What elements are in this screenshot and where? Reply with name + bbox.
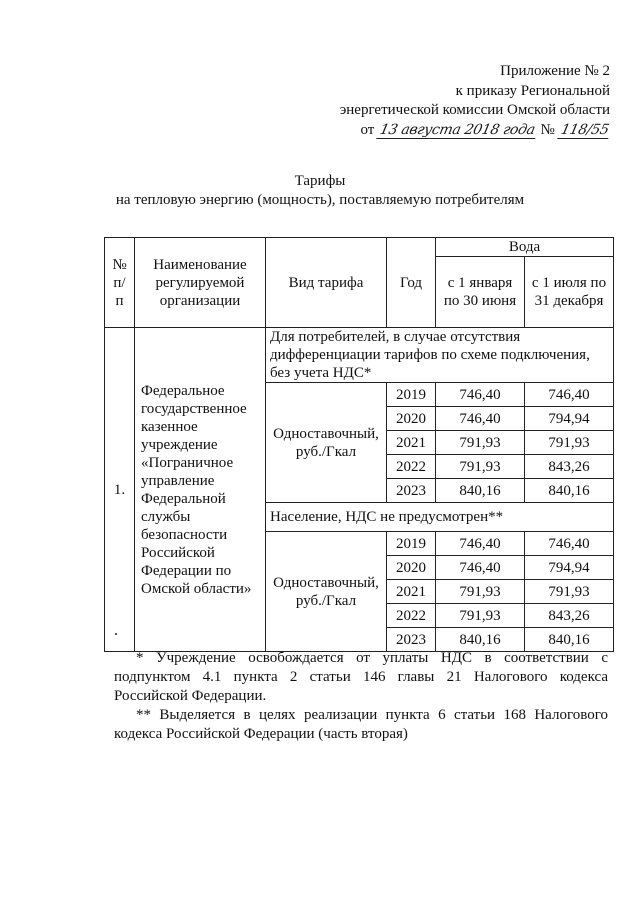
- tariff-table: [104, 237, 614, 652]
- organization-name: Федеральное государственное казенное учреждение «Пограничное управление Федеральной службы безопасности Российской Федерации по Омской области»: [135, 328, 266, 652]
- col-header-period-2: с 1 июля по 31 декабря: [525, 257, 614, 328]
- year-cell: 2019: [387, 532, 436, 556]
- col-header-year: Год: [387, 238, 436, 328]
- year-cell: 2022: [387, 604, 436, 628]
- value-period-2: 840,16: [525, 628, 614, 652]
- year-cell: 2023: [387, 479, 436, 503]
- value-period-1: 791,93: [436, 580, 525, 604]
- value-period-1: 840,16: [436, 479, 525, 503]
- col-header-water: Вода: [436, 238, 614, 257]
- document-title: [0, 172, 640, 210]
- value-period-1: 791,93: [436, 604, 525, 628]
- year-cell: 2021: [387, 580, 436, 604]
- value-period-1: 840,16: [436, 628, 525, 652]
- row-number: 1.: [105, 328, 135, 652]
- title-subtitle: на тепловую энергию (мощность), поставляемую потребителям: [115, 192, 525, 208]
- value-period-2: 794,94: [525, 556, 614, 580]
- document-header: [340, 62, 610, 140]
- value-period-1: 791,93: [436, 455, 525, 479]
- year-cell: 2020: [387, 556, 436, 580]
- col-header-number: № п/ п: [105, 238, 135, 328]
- group-label: Для потребителей, в случае отсутствия дифференциации тарифов по схеме подключения, без учета НДС*: [266, 328, 614, 383]
- from-label: от: [360, 121, 375, 138]
- order-reference: к приказу Региональной: [455, 82, 610, 99]
- table-header-row: [105, 238, 614, 257]
- footnotes: [114, 649, 608, 744]
- value-period-1: 746,40: [436, 556, 525, 580]
- title-main: Тарифы: [294, 173, 346, 189]
- value-period-2: 791,93: [525, 431, 614, 455]
- value-period-1: 791,93: [436, 431, 525, 455]
- col-header-period-1: с 1 января по 30 июня: [436, 257, 525, 328]
- footnote-1: * Учреждение освобождается от уплаты НДС в соответствии с подпунктом 4.1 пункта 2 статьи 146 главы 21 Налогового кодекса Российской Федерации.: [114, 650, 608, 704]
- year-cell: 2023: [387, 628, 436, 652]
- group-row: [105, 328, 614, 383]
- value-period-1: 746,40: [436, 532, 525, 556]
- year-cell: 2020: [387, 407, 436, 431]
- value-period-2: 840,16: [525, 479, 614, 503]
- value-period-2: 791,93: [525, 580, 614, 604]
- tariff-kind: Одноставочный, руб./Гкал: [266, 532, 387, 652]
- tariff-kind: Одноставочный, руб./Гкал: [266, 383, 387, 503]
- value-period-1: 746,40: [436, 383, 525, 407]
- appendix-label: Приложение № 2: [500, 63, 610, 79]
- order-date-line: [340, 121, 610, 141]
- handwritten-order-number: 118/55: [557, 122, 612, 139]
- value-period-2: 746,40: [525, 532, 614, 556]
- commission-name: энергетической комиссии Омской области: [339, 102, 610, 118]
- col-header-organization: Наименование регулируемой организации: [135, 238, 266, 328]
- number-label: №: [540, 121, 555, 138]
- group-label: Население, НДС не предусмотрен**: [266, 503, 614, 532]
- year-cell: 2022: [387, 455, 436, 479]
- scan-dot: [115, 633, 117, 635]
- value-period-1: 746,40: [436, 407, 525, 431]
- year-cell: 2021: [387, 431, 436, 455]
- value-period-2: 794,94: [525, 407, 614, 431]
- year-cell: 2019: [387, 383, 436, 407]
- value-period-2: 843,26: [525, 604, 614, 628]
- value-period-2: 746,40: [525, 383, 614, 407]
- value-period-2: 843,26: [525, 455, 614, 479]
- col-header-tariff-kind: Вид тарифа: [266, 238, 387, 328]
- footnote-2: ** Выделяется в целях реализации пункта 6 статьи 168 Налогового кодекса Российской Федерации (часть вторая): [114, 707, 608, 742]
- handwritten-date: 13 августа 2018 года: [376, 122, 538, 139]
